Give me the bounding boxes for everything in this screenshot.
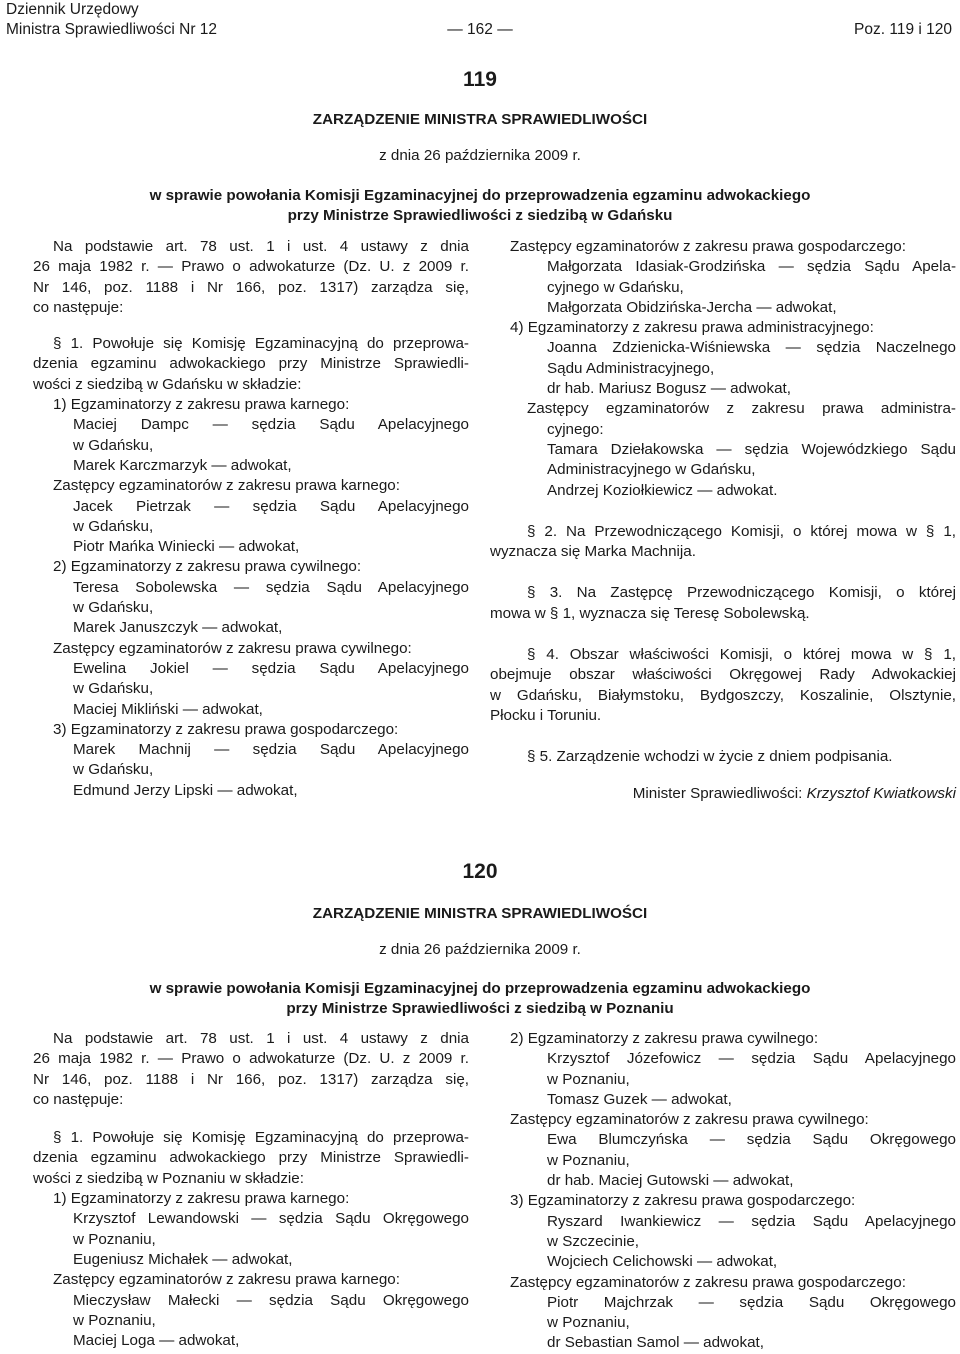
text-line: obejmuje obszar właściwości Okręgowej Rady Adwokackiej [490,666,956,684]
text-line: wości z siedzibą w Gdańsku w składzie: [33,375,302,393]
section-2-line: § 2. Na Przewodniczącego Komisji, o której mowa w § 1, [527,522,956,540]
list-item: Piotr Mańka Winiecki — adwokat, [73,538,300,556]
list-item: w Gdańsku, [73,517,154,535]
list-item: dr hab. Mariusz Bogusz — adwokat, [547,380,791,398]
list-heading: 3) Egzaminatorzy z zakresu prawa gospodarczego: [53,720,399,738]
journal-ministry: Ministra Sprawiedliwości Nr 12 [6,21,218,38]
positions-label: Poz. 119 i 120 [854,21,952,38]
list-item: cyjnego w Gdańsku, [547,278,684,296]
doc119-right-column [490,237,956,804]
doc120-subject-line2: przy Ministrze Sprawiedliwości z siedzibą w Poznaniu [286,1000,674,1017]
list-item: Maciej Dampc — sędzia Sądu Apelacyjnego [73,416,469,434]
section-3-line: § 3. Na Zastępcę Przewodniczącego Komisji, o której [527,584,956,602]
list-item: Jacek Pietrzak — sędzia Sądu Apelacyjnego [73,497,469,515]
list-item: Eugeniusz Michałek — adwokat, [73,1250,293,1268]
list-item: Maciej Mikliński — adwokat, [73,700,263,718]
doc120-number: 120 [462,860,498,883]
list-heading: 2) Egzaminatorzy z zakresu prawa cywilnego: [53,558,362,576]
text-line: wości z siedzibą w Poznaniu w składzie: [33,1169,304,1187]
list-item: Piotr Majchrzak — sędzia Sądu Okręgowego [547,1293,956,1311]
list-heading: 3) Egzaminatorzy z zakresu prawa gospodarczego: [510,1192,856,1210]
text-line: co następuje: [33,298,124,316]
doc119-number: 119 [463,68,497,91]
text-line: Na podstawie art. 78 ust. 1 i ust. 4 ustawy z dnia [53,1030,469,1047]
list-heading: Zastępcy egzaminatorów z zakresu prawa karnego: [53,477,400,495]
list-item: Marek Machnij — sędzia Sądu Apelacyjnego [73,741,469,759]
text-line: w Gdańsku, Białymstoku, Bydgoszczy, Koszalinie, Olsztynie, [490,686,956,704]
list-heading: cyjnego: [547,420,604,438]
list-heading: Zastępcy egzaminatorów z zakresu prawa cywilnego: [510,1111,869,1129]
page-number: — 162 — [447,21,513,38]
text-line: Płocku i Toruniu. [490,706,602,724]
list-item: Joanna Zdzienicka-Wiśniewska — sędzia Naczelnego [547,339,956,357]
list-item: Marek Karczmarzyk — adwokat, [73,456,292,474]
doc119-subject-line1: w sprawie powołania Komisji Egzaminacyjnej do przeprowadzenia egzaminu adwokackiego [149,187,811,204]
list-item: Ewelina Jokiel — sędzia Sądu Apelacyjnego [73,659,469,677]
list-item: Sądu Administracyjnego, [547,359,715,377]
list-heading: 4) Egzaminatorzy z zakresu prawa administracyjnego: [510,319,874,337]
list-item: Krzysztof Lewandowski — sędzia Sądu Okręgowego [73,1210,469,1228]
text-line: dzenia egzaminu adwokackiego przy Ministrze Sprawiedli- [33,355,469,373]
list-item: Małgorzata Idasiak-Grodzińska — sędzia Sądu Apela- [547,258,956,276]
list-item: w Szczecinie, [547,1232,640,1250]
list-item: Teresa Sobolewska — sędzia Sądu Apelacyjnego [73,578,469,596]
list-item: Maciej Loga — adwokat, [73,1332,240,1350]
list-item: Tamara Dziełakowska — sędzia Wojewódzkiego Sądu [547,440,956,458]
list-item: w Gdańsku, [73,680,154,698]
list-item: Krzysztof Józefowicz — sędzia Sądu Apelacyjnego [547,1050,956,1068]
list-item: Małgorzata Obidzińska-Jercha — adwokat, [547,298,837,316]
list-item: Edmund Jerzy Lipski — adwokat, [73,781,298,799]
list-item: w Gdańsku, [73,599,154,617]
list-item: w Poznaniu, [73,1311,156,1329]
list-item: Marek Januszczyk — adwokat, [73,619,283,637]
text-line: dzenia egzaminu adwokackiego przy Ministrze Sprawiedli- [33,1149,469,1167]
list-item: w Gdańsku, [73,436,154,454]
list-item: Mieczysław Małecki — sędzia Sądu Okręgowego [73,1291,469,1309]
text-line: co następuje: [33,1090,124,1108]
doc120-date: z dnia 26 października 2009 r. [379,941,581,958]
text-line: 26 maja 1982 r. — Prawo o adwokaturze (Dz. U. z 2009 r. [33,258,469,276]
list-item: Andrzej Koziołkiewicz — adwokat. [547,481,778,499]
signature-role: Minister Sprawiedliwości: [632,784,803,802]
doc119-left-column [33,237,469,801]
list-item: w Poznaniu, [73,1230,156,1248]
list-heading: Zastępcy egzaminatorów z zakresu prawa karnego: [53,1271,400,1289]
list-item: w Poznaniu, [547,1151,630,1169]
doc120-left-column [33,1029,469,1351]
list-item: Wojciech Celichowski — adwokat, [547,1253,778,1271]
signature-name: Krzysztof Kwiatkowski [806,784,956,802]
journal-title: Dziennik Urzędowy [6,1,139,18]
list-item: Ryszard Iwankiewicz — sędzia Sądu Apelacyjnego [547,1212,956,1230]
doc120-right-column [490,1029,956,1354]
doc119-date: z dnia 26 października 2009 r. [379,147,581,164]
text-line: Nr 146, poz. 1188 i Nr 166, poz. 1317) zarządza się, [33,1070,469,1088]
list-heading: 1) Egzaminatorzy z zakresu prawa karnego: [53,1190,350,1208]
doc120-subject-line1: w sprawie powołania Komisji Egzaminacyjnej do przeprowadzenia egzaminu adwokackiego [149,980,811,997]
list-item: dr Sebastian Samol — adwokat, [547,1334,764,1352]
list-heading: Zastępcy egzaminatorów z zakresu prawa gospodarczego: [510,238,906,255]
list-item: w Poznaniu, [547,1070,630,1088]
list-heading: Zastępcy egzaminatorów z zakresu prawa cywilnego: [53,639,412,657]
text-line: wyznacza się Marka Machnija. [490,543,696,561]
list-item: w Poznaniu, [547,1314,630,1332]
list-heading: 1) Egzaminatorzy z zakresu prawa karnego: [53,396,350,414]
list-heading: 2) Egzaminatorzy z zakresu prawa cywilnego: [510,1030,819,1047]
section-1-line: § 1. Powołuje się Komisję Egzaminacyjną do przeprowa- [53,1129,469,1147]
list-item: w Gdańsku, [73,761,154,779]
list-item: Administracyjnego w Gdańsku, [547,461,756,479]
list-heading: Zastępcy egzaminatorów z zakresu prawa gospodarczego: [510,1273,906,1291]
doc119-title: ZARZĄDZENIE MINISTRA SPRAWIEDLIWOŚCI [312,111,648,128]
signature-line [490,784,956,804]
list-heading: Zastępcy egzaminatorów z zakresu prawa administra- [527,400,956,418]
list-item: Tomasz Guzek — adwokat, [547,1090,732,1108]
section-5-line: § 5. Zarządzenie wchodzi w życie z dniem podpisania. [527,748,893,766]
doc120-title: ZARZĄDZENIE MINISTRA SPRAWIEDLIWOŚCI [312,905,648,922]
section-4-line: § 4. Obszar właściwości Komisji, o której mowa w § 1, [527,646,956,664]
list-item: dr hab. Maciej Gutowski — adwokat, [547,1172,794,1190]
section-1-line: § 1. Powołuje się Komisję Egzaminacyjną do przeprowa- [53,335,469,353]
text-line: Nr 146, poz. 1188 i Nr 166, poz. 1317) zarządza się, [33,278,469,296]
doc119-subject-line2: przy Ministrze Sprawiedliwości z siedzibą w Gdańsku [287,207,673,224]
text-line: mowa w § 1, wyznacza się Teresę Sobolewską. [490,604,810,622]
text-line: 26 maja 1982 r. — Prawo o adwokaturze (Dz. U. z 2009 r. [33,1050,469,1068]
text-line: Na podstawie art. 78 ust. 1 i ust. 4 ustawy z dnia [53,238,469,255]
list-item: Ewa Blumczyńska — sędzia Sądu Okręgowego [547,1131,956,1149]
